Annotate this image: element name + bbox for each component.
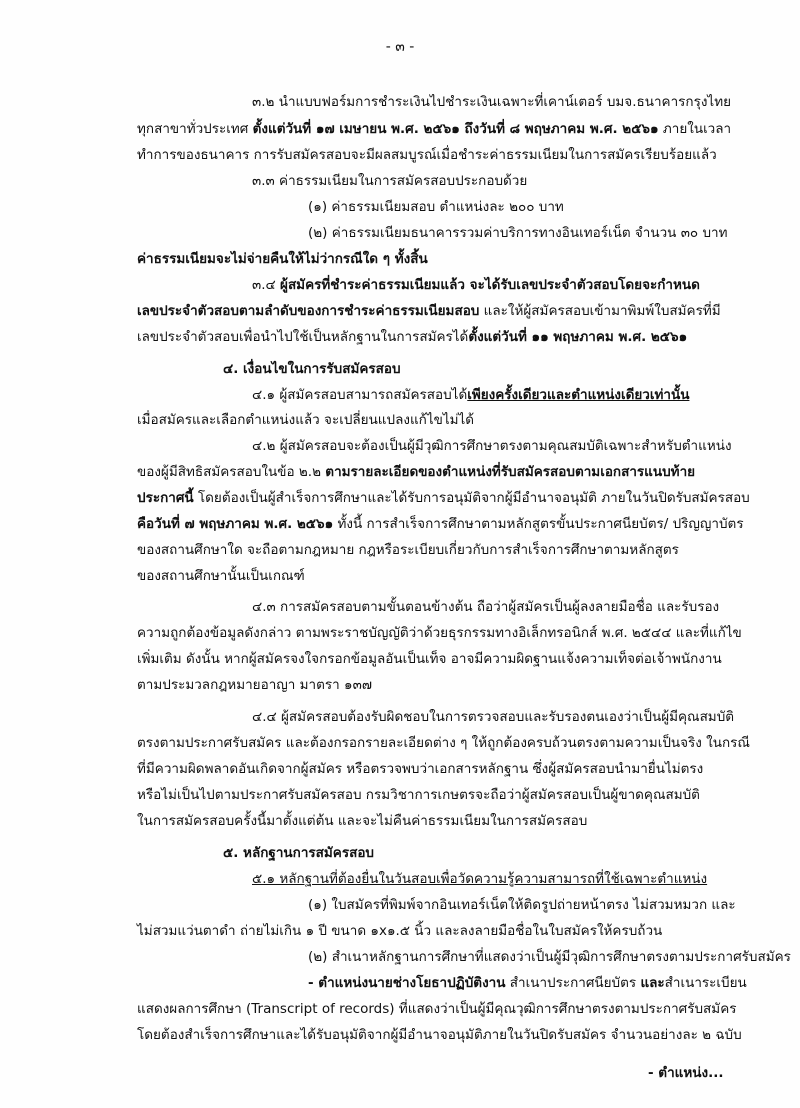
s3-3-note: ค่าธรรมเนียมจะไม่จ่ายคืนให้ไม่ว่ากรณีใด ๆ ทั้งสิ้น — [137, 251, 428, 267]
s4-2-line2-a: ของผู้มีสิทธิสมัครสอบในข้อ ๒.๒ — [137, 464, 326, 480]
s4-2-line4-b: ทั้งนี้ การสำเร็จการศึกษาตามหลักสูตรขั้นประกาศนียบัตร/ ปริญญาบัตร — [333, 516, 744, 532]
s5-1-dash-item-d: สำเนาระเบียน — [664, 975, 747, 991]
s5-1-dash-item — [308, 973, 747, 993]
s3-4-line1-b: ผู้สมัครที่ชำระค่าธรรมเนียมแล้ว จะได้รับเลขประจำตัวสอบโดยจะกำหนด — [280, 277, 700, 293]
s5-1-dash-item-and: และ — [640, 975, 665, 991]
s4-2-line6: ของสถานศึกษานั้นเป็นเกณฑ์ — [137, 568, 305, 584]
s3-4-line3 — [137, 327, 687, 347]
page-number: - ๓ - — [385, 39, 415, 55]
s3-4-line3-a: เลขประจำตัวสอบเพื่อนำไปใช้เป็นหลักฐานในการสมัครได้ — [137, 329, 469, 345]
s4-4-line5: ในการสมัครสอบครั้งนี้มาตั้งแต่ต้น และจะไม่คืนค่าธรรมเนียมในการสมัครสอบ — [137, 813, 588, 829]
section-5-heading: ๕. หลักฐานการสมัครสอบ — [223, 845, 374, 861]
continued-footer: - ตำแหน่ง... — [648, 1065, 724, 1081]
s4-4-line4: หรือไม่เป็นไปตามประกาศรับสมัครสอบ กรมวิชาการเกษตรจะถือว่าผู้สมัครสอบเป็นผู้ขาดคุณสมบัติ — [137, 787, 700, 803]
s4-2-line3-b: โดยต้องเป็นผู้สำเร็จการศึกษาและได้รับการอนุมัติจากผู้มีอำนาจอนุมัติ ภายในวันปิดรับสมัครสอบ — [193, 490, 750, 506]
s3-2-line2-c: ภายในเวลา — [658, 121, 732, 137]
s3-4-line2-b: และให้ผู้สมัครสอบเข้ามาพิมพ์ใบสมัครที่มี — [479, 303, 721, 319]
s3-2-dates: ตั้งแต่วันที่ ๑๗ เมษายน พ.ศ. ๒๕๖๑ ถึงวันที่ ๘ พฤษภาคม พ.ศ. ๒๕๖๑ — [252, 121, 659, 137]
s5-1-dash-item-b: สำเนาประกาศนียบัตร — [505, 975, 641, 991]
s3-2-line2 — [137, 119, 731, 139]
s3-4-date: ตั้งแต่วันที่ ๑๑ พฤษภาคม พ.ศ. ๒๕๖๑ — [468, 329, 688, 345]
s4-1-line1 — [252, 385, 689, 405]
s5-1-dash-line2: แสดงผลการศึกษา (Transcript of records) ที่แสดงว่าเป็นผู้มีคุณวุฒิการศึกษาตรงตามประกาศรับสมัคร — [137, 1001, 737, 1017]
s5-1-item1-line1: (๑) ใบสมัครที่พิมพ์จากอินเทอร์เน็ตให้ติดรูปถ่ายหน้าตรง ไม่สวมหมวก และ — [308, 897, 736, 913]
s4-2-line3-a: ประกาศนี้ — [137, 490, 194, 506]
s3-4-line2-a: เลขประจำตัวสอบตามลำดับของการชำระค่าธรรมเนียมสอบ — [137, 303, 480, 319]
s3-3-item1: (๑) ค่าธรรมเนียมสอบ ตำแหน่งละ ๒๐๐ บาท — [308, 199, 564, 215]
s4-1-emphasis: เพียงครั้งเดียวและตำแหน่งเดียวเท่านั้น — [467, 387, 690, 403]
s4-2-line2-b: ตามรายละเอียดของตำแหน่งที่รับสมัครสอบตามเอกสารแนบท้าย — [325, 464, 696, 480]
s3-4-line1 — [252, 275, 700, 295]
s4-4-line1: ๔.๔ ผู้สมัครสอบต้องรับผิดชอบในการตรวจสอบและรับรองตนเองว่าเป็นผู้มีคุณสมบัติ — [252, 709, 735, 725]
s3-2-line2-a: ทุกสาขาทั่วประเทศ — [137, 121, 253, 137]
s4-1-line1-a: ๔.๑ ผู้สมัครสอบสามารถสมัครสอบได้ — [252, 387, 468, 403]
s5-1-position-name: - ตำแหน่งนายช่างโยธาปฏิบัติงาน — [308, 975, 506, 991]
s4-3-line2: ความถูกต้องข้อมูลดังกล่าว ตามพระราชบัญญัติว่าด้วยธุรกรรมทางอิเล็กทรอนิกส์ พ.ศ. ๒๕๔๔ และที่แก้ไข — [137, 625, 742, 641]
s5-1-dash-line3: โดยต้องสำเร็จการศึกษาและได้รับอนุมัติจากผู้มีอำนาจอนุมัติภายในวันปิดรับสมัคร จำนวนอย่างละ ๒ ฉบับ — [137, 1027, 742, 1043]
s4-2-line5: ของสถานศึกษาใด จะถือตามกฎหมาย กฎหรือระเบียบเกี่ยวกับการสำเร็จการศึกษาตามหลักสูตร — [137, 542, 679, 558]
s4-3-line4: ตามประมวลกฎหมายอาญา มาตรา ๑๓๗ — [137, 677, 372, 693]
s4-2-closing-date: คือวันที่ ๗ พฤษภาคม พ.ศ. ๒๕๖๑ — [137, 516, 334, 532]
s3-3-line1: ๓.๓ ค่าธรรมเนียมในการสมัครสอบประกอบด้วย — [252, 173, 528, 189]
s4-2-line2 — [137, 462, 695, 482]
s4-4-line2: ตรงตามประกาศรับสมัคร และต้องกรอกรายละเอียดต่าง ๆ ให้ถูกต้องครบถ้วนตรงตามความเป็นจริง ในกรณี — [137, 735, 750, 751]
s5-1-item2-line1: (๒) สำเนาหลักฐานการศึกษาที่แสดงว่าเป็นผู้มีวุฒิการศึกษาตรงตามประกาศรับสมัคร — [308, 949, 791, 965]
section-4-heading: ๔. เงื่อนไขในการรับสมัครสอบ — [223, 361, 401, 377]
s5-1-item1-line2: ไม่สวมแว่นตาดำ ถ่ายไม่เกิน ๑ ปี ขนาด ๑x๑.๕ นิ้ว และลงลายมือชื่อในใบสมัครให้ครบถ้วน — [137, 923, 663, 939]
s3-2-line3: ทำการของธนาคาร การรับสมัครสอบจะมีผลสมบูรณ์เมื่อชำระค่าธรรมเนียมในการสมัครเรียบร้อยแล้ว — [137, 147, 717, 163]
s4-3-line1: ๔.๓ การสมัครสอบตามขั้นตอนข้างต้น ถือว่าผู้สมัครเป็นผู้ลงลายมือชื่อ และรับรอง — [252, 599, 720, 615]
s3-2-line1: ๓.๒ นำแบบฟอร์มการชำระเงินไปชำระเงินเฉพาะที่เคาน์เตอร์ บมจ.ธนาคารกรุงไทย — [252, 94, 732, 110]
s4-1-line2: เมื่อสมัครและเลือกตำแหน่งแล้ว จะเปลี่ยนแปลงแก้ไขไม่ได้ — [137, 412, 475, 428]
s5-1-heading: ๕.๑ หลักฐานที่ต้องยื่นในวันสอบเพื่อวัดความรู้ความสามารถที่ใช้เฉพาะตำแหน่ง — [252, 871, 708, 887]
s4-3-line3: เพิ่มเติม ดังนั้น หากผู้สมัครจงใจกรอกข้อมูลอันเป็นเท็จ อาจมีความผิดฐานแจ้งความเท็จต่อเจ้าพนักงาน — [137, 651, 722, 667]
s4-2-line3 — [137, 488, 750, 508]
s3-4-number: ๓.๔ — [252, 277, 281, 293]
s4-2-line4 — [137, 514, 744, 534]
s4-4-line3: ที่มีความผิดพลาดอันเกิดจากผู้สมัคร หรือตรวจพบว่าเอกสารหลักฐาน ซึ่งผู้สมัครสอบนำมายื่นไม่ตรง — [137, 761, 704, 777]
s3-3-item2: (๒) ค่าธรรมเนียมธนาคารรวมค่าบริการทางอินเทอร์เน็ต จำนวน ๓๐ บาท — [308, 225, 728, 241]
s4-2-line1: ๔.๒ ผู้สมัครสอบจะต้องเป็นผู้มีวุฒิการศึกษาตรงตามคุณสมบัติเฉพาะสำหรับตำแหน่ง — [252, 438, 732, 454]
s3-4-line2 — [137, 301, 721, 321]
